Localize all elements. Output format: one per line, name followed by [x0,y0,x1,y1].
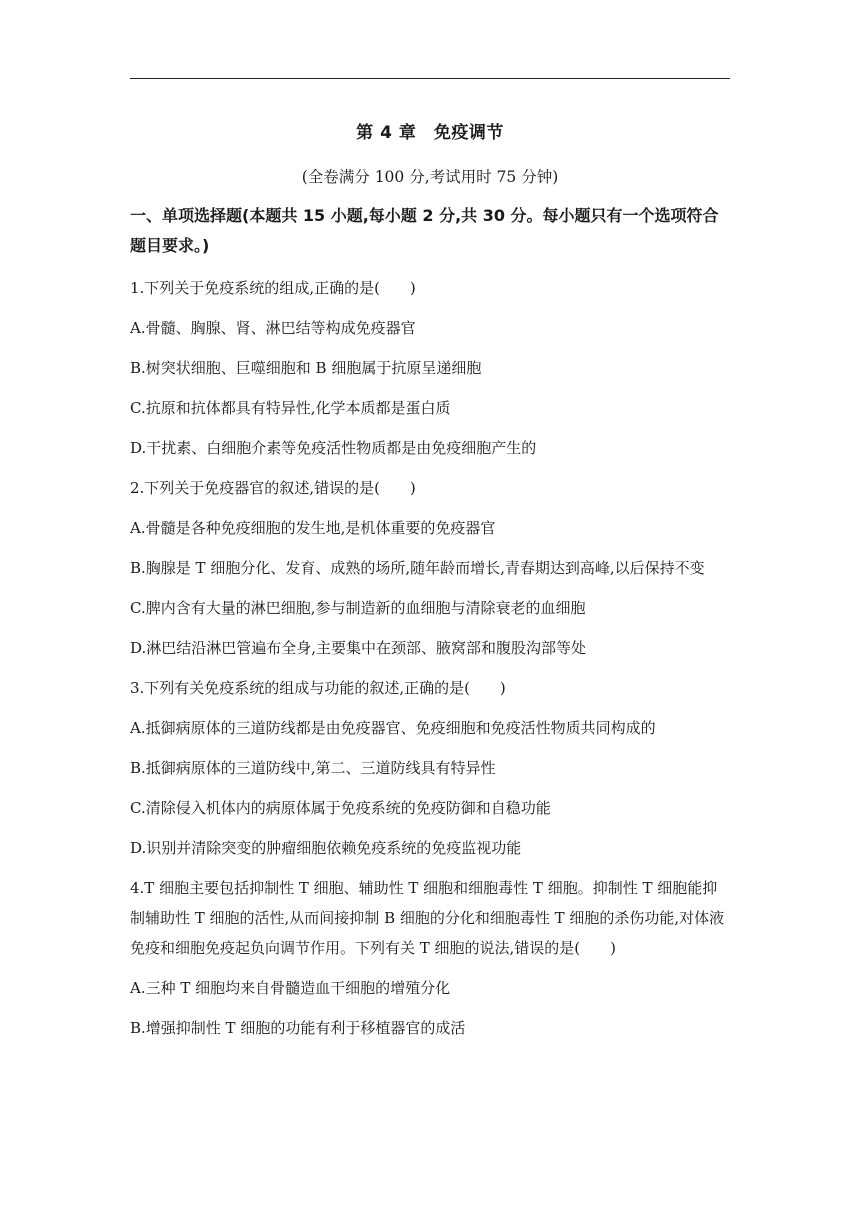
question-2-option-a: A.骨髓是各种免疫细胞的发生地,是机体重要的免疫器官 [130,519,496,537]
question-3-option-c: C.清除侵入机体内的病原体属于免疫系统的免疫防御和自稳功能 [130,799,551,817]
question-1-stem: 1.下列关于免疫系统的组成,正确的是( ) [130,279,416,297]
chapter-title: 第 4 章 免疫调节 [356,123,504,143]
question-1-option-a: A.骨髓、胸腺、肾、淋巴结等构成免疫器官 [130,319,416,337]
question-4-stem: 4.T 细胞主要包括抑制性 T 细胞、辅助性 T 细胞和细胞毒性 T 细胞。抑制性 T 细胞能抑制辅助性 T 细胞的活性,从而间接抑制 B 细胞的分化和细胞毒性 T 细胞的杀伤功能,对体液免疫和细胞免疫起负向调节作用。下列有关 T 细胞的说法,错误的是( ) [130,879,725,957]
header-rule [130,78,730,79]
question-2-option-b: B.胸腺是 T 细胞分化、发育、成熟的场所,随年龄而增长,青春期达到高峰,以后保持不变 [130,559,705,577]
question-3-option-b: B.抵御病原体的三道防线中,第二、三道防线具有特异性 [130,759,496,777]
question-1-option-d: D.干扰素、白细胞介素等免疫活性物质都是由免疫细胞产生的 [130,439,537,457]
question-2-option-d: D.淋巴结沿淋巴管遍布全身,主要集中在颈部、腋窝部和腹股沟部等处 [130,639,587,657]
question-2-stem: 2.下列关于免疫器官的叙述,错误的是( ) [130,479,416,497]
question-4-option-b: B.增强抑制性 T 细胞的功能有利于移植器官的成活 [130,1019,466,1037]
question-4-option-a: A.三种 T 细胞均来自骨髓造血干细胞的增殖分化 [130,979,451,997]
exam-info: (全卷满分 100 分,考试用时 75 分钟) [301,168,559,186]
question-3-option-a: A.抵御病原体的三道防线都是由免疫器官、免疫细胞和免疫活性物质共同构成的 [130,719,656,737]
document-page [130,118,730,1053]
question-2-option-c: C.脾内含有大量的淋巴细胞,参与制造新的血细胞与清除衰老的血细胞 [130,599,586,617]
section-heading: 一、单项选择题(本题共 15 小题,每小题 2 分,共 30 分。每小题只有一个选项符合题目要求。) [130,206,719,255]
question-1-option-b: B.树突状细胞、巨噬细胞和 B 细胞属于抗原呈递细胞 [130,359,482,377]
question-3-stem: 3.下列有关免疫系统的组成与功能的叙述,正确的是( ) [130,679,506,697]
question-1-option-c: C.抗原和抗体都具有特异性,化学本质都是蛋白质 [130,399,451,417]
question-3-option-d: D.识别并清除突变的肿瘤细胞依赖免疫系统的免疫监视功能 [130,839,522,857]
